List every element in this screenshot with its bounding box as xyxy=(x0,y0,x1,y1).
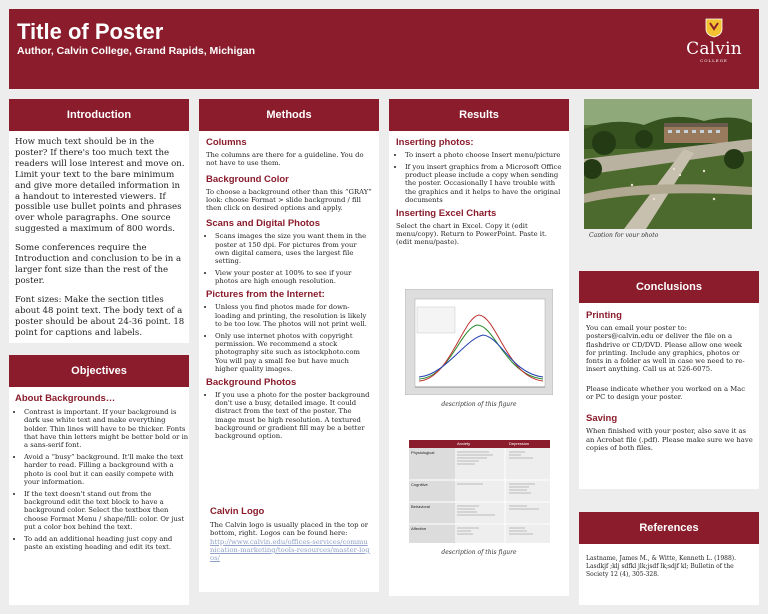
scans-subheading: Scans and Digital Photos xyxy=(206,218,321,230)
table-row-label: Affective xyxy=(411,526,427,531)
introduction-panel xyxy=(9,99,189,343)
inserting-photos-list xyxy=(396,151,564,204)
list-item: • Avoid a “busy” background. It'll make the text harder to read. Filling a background with a photo is cool but it can easily compete with your information. xyxy=(24,453,189,486)
references-heading: References xyxy=(579,512,759,544)
results-heading: Results xyxy=(389,99,569,131)
excel-subheading: Inserting Excel Charts xyxy=(396,207,497,219)
list-item: • If the text doesn't stand out from the background edit the text block to have a background color. Select the textbox then choose Format Menu / shape/fill: color. Or just put a color box behind the text. xyxy=(24,490,189,531)
poster-title: Title of Poster xyxy=(17,19,164,44)
list-item: • View your poster at 100% to see if your photos are high enough resolution. xyxy=(215,269,372,286)
excel-chart-figure xyxy=(405,289,553,395)
reference-entry: Lastname, James M., & Witte, Kenneth L. (1988). Lasdkjf ;klj sdfkl jlk;jsdf lk;sdjf kl; Bulletin of the Society 12 (4), 305-328. xyxy=(586,555,737,578)
shield-icon xyxy=(705,18,723,38)
introduction-paragraph: Some conferences require the Introduction and conclusion to be in a larger font size than the rest of the poster. xyxy=(15,243,182,286)
background-photos-subheading: Background Photos xyxy=(206,376,297,388)
table-header: Depression xyxy=(509,441,530,446)
list-item: • To insert a photo choose Insert menu/picture xyxy=(405,151,564,159)
introduction-paragraph: Font sizes: Make the section titles about 48 point text. The body text of a poster should be about 24-36 point. 18 point for captions and labels. xyxy=(15,294,185,338)
internet-list xyxy=(206,303,372,373)
background-photos-list xyxy=(206,391,372,441)
methods-panel xyxy=(199,99,379,506)
background-color-text: To choose a background other than this “GRAY” look: choose Format > slide background / fill then click on desired options and apply. xyxy=(206,187,372,213)
logo-link[interactable]: http://www.calvin.edu/offices-services/communication-marketing/tools-resources/master-logos/ xyxy=(210,537,370,563)
background-color-subheading: Background Color xyxy=(206,173,289,185)
table-row-label: Physiological xyxy=(411,450,435,455)
printing-subheading: Printing xyxy=(586,310,622,321)
saving-text: When finished with your poster, also save it as an Acrobat file (.pdf). Please make sure we have copies of both files. xyxy=(586,427,753,452)
photo-caption: Caption for your photo xyxy=(589,232,659,237)
calvin-logo-panel xyxy=(199,496,379,592)
calvin-logo-text: The Calvin logo is usually placed in the top or bottom, right. Logos can be found here: xyxy=(210,521,369,538)
references-panel xyxy=(579,512,759,605)
results-table xyxy=(409,440,550,543)
table-row-label: Cognitive xyxy=(411,482,428,487)
introduction-heading: Introduction xyxy=(9,99,189,131)
results-panel xyxy=(389,99,569,596)
list-item: • Unless you find photos made for down-loading and printing, the resolution is likely to be too low. The photos will not print well. xyxy=(215,303,372,328)
introduction-paragraph: How much text should be in the poster? If there's too much text the readers will lose interest and move on. Limit your text to the bare minimum and give more detailed information in a handout to interested viewers. If possible use bullet points and phrases over whole paragraphs. One source suggested a maximum of 800 words. xyxy=(15,137,185,235)
saving-subheading: Saving xyxy=(586,413,618,425)
columns-subheading: Columns xyxy=(206,137,247,148)
conclusions-heading: Conclusions xyxy=(579,271,759,303)
table-grid xyxy=(409,440,550,543)
inserting-photos-subheading: Inserting photos: xyxy=(396,137,474,148)
objectives-list xyxy=(15,408,189,555)
logo-subtitle: COLLEGE xyxy=(700,58,728,63)
table-caption: description of this figure xyxy=(441,549,517,556)
list-item: • If you insert graphics from a Microsoft Office product please include a copy when sending the poster. Occasionally I have trouble with the graphics and it helps to have the original documents xyxy=(405,163,564,204)
poster-author: Author, Calvin College, Grand Rapids, Michigan xyxy=(17,45,256,57)
list-item: • Contrast is important. If your background is dark use white text and make everything bolder. Thin lines will have to be thicker. Fonts that have thin letters might be better bold or in a sans-serif font. xyxy=(24,408,189,449)
mac-pc-text: Please indicate whether you worked on a Mac or PC to design your poster. xyxy=(586,384,746,402)
internet-subheading: Pictures from the Internet: xyxy=(206,289,325,301)
campus-photo xyxy=(584,99,752,237)
excel-text: Select the chart in Excel. Copy it (edit menu/copy). Return to PowerPoint. Paste it. (edit menu/paste). xyxy=(396,221,547,247)
conclusions-panel xyxy=(579,271,759,489)
logo-wordmark: Calvin xyxy=(686,39,742,59)
printing-text: You can email your poster to: posters@calvin.edu or deliver the file on a flashdrive or CD/DVD. Please allow one week for printing. Include any graphics, photos or fonts in a folder as well in case we need to re-insert anything. Call us at 526-6075. xyxy=(586,324,745,374)
table-header: Anxiety xyxy=(457,441,471,446)
list-item: • Scans images the size you want them in the poster at 150 dpi. For pictures from your own digital camera, uses the largest file setting. xyxy=(215,232,372,265)
list-item: • If you use a photo for the poster background don't use a busy, detailed image. It could distract from the text of the poster. The image must be high resolution. A textured background or gradient fill may be a better background option. xyxy=(215,391,372,441)
table-row-label: Behavioral xyxy=(411,504,430,509)
campus-photo-image xyxy=(584,99,752,229)
backgrounds-subheading: About Backgrounds… xyxy=(15,393,116,404)
methods-heading: Methods xyxy=(199,99,379,131)
list-item: • Only use internet photos with copyright permission. We recommend a stock photography site such as istockphoto.com You will pay a small fee but have much higher quality images. xyxy=(215,332,372,373)
calvin-logo-subheading: Calvin Logo xyxy=(210,506,265,517)
calvin-logo xyxy=(684,14,744,80)
scans-list xyxy=(206,232,372,285)
figure-caption: description of this figure xyxy=(441,401,517,408)
columns-text: The columns are there for a guideline. You do not have to use them. xyxy=(206,151,364,168)
list-item: • To add an additional heading just copy and paste an existing heading and edit its text. xyxy=(24,535,189,552)
objectives-heading: Objectives xyxy=(9,355,189,387)
objectives-panel xyxy=(9,355,189,605)
